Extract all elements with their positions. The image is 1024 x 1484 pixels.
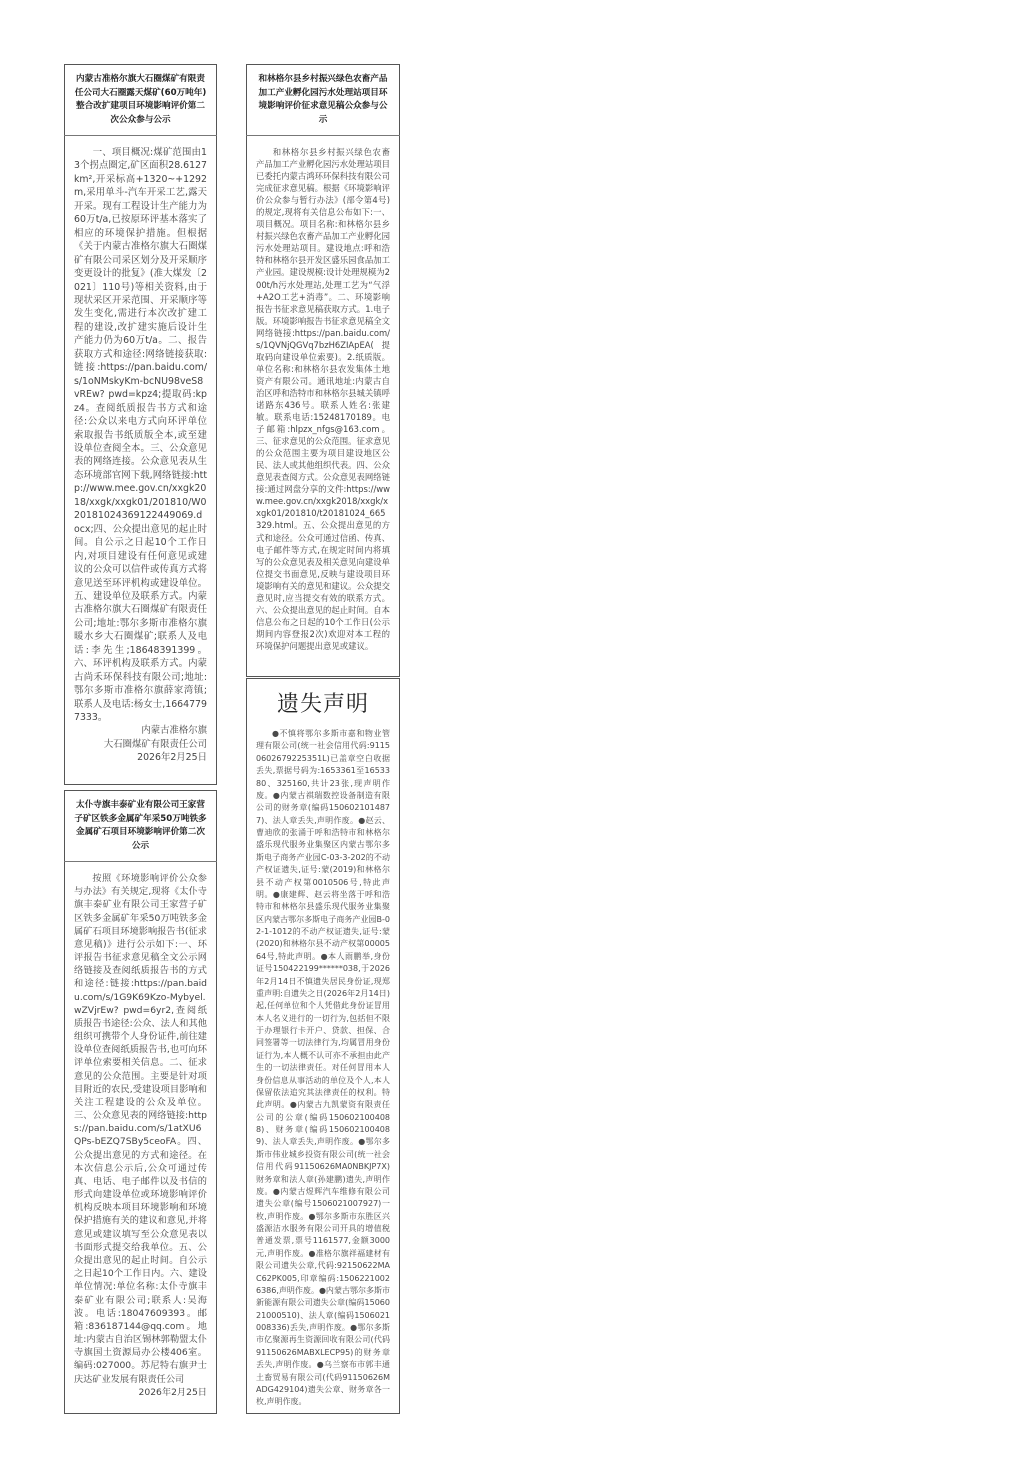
notice-helinge-sewage <box>246 64 400 677</box>
lost-statement-section <box>246 678 400 1414</box>
divider <box>64 861 217 862</box>
notice-fengtai-mining <box>64 790 217 1414</box>
notice-title: 内蒙古准格尔旗大石圈煤矿有限责任公司大石圈露天煤矿(60万吨年)整合改扩建项目环境影响评价第二次公众参与公示 <box>74 74 207 125</box>
notice-title: 和林格尔县乡村振兴绿色农畜产品加工产业孵化园污水处理站项目环境影响评价征求意见稿公众参与公示 <box>258 74 388 125</box>
notice-date: 2026年2月25日 <box>137 752 207 764</box>
signature-line-1: 内蒙古准格尔旗 <box>141 725 207 737</box>
divider <box>64 135 217 136</box>
signature-line-2: 大石圈煤矿有限责任公司 <box>103 738 207 750</box>
notice-body: 一、项目概况:煤矿范围由13个拐点圈定,矿区面积28.6127km²,开采标高+1320~+1292m,采用单斗-汽车开采工艺,露天开采。现有工程设计生产能力为60万t/a,已按原环评基本落实了相应的环境保护措施。但根据《关于内蒙古准格尔旗大石圈煤矿有限公司采区划分及开采顺序变更设计的批复》(准大煤发〔2021〕110号)等相关资料,由于现状采区开采范围、开采顺序等发生变化,需进行本次改扩建工程的建设,改扩建实施后设计生产能力仍为60万t/a。二、报告获取方式和途径:网络链接获取:链接:https://pan.baidu.com/s/1oNMskyKm-bcNU98veS8vREw? pwd=kpz4;提取码:kpz4。查阅纸质报告书方式和途径:公众以来电方式向环评单位索取报告书纸质版全本,或至建设单位查阅全本。三、公众意见表的网络连接。公众意见表从生态环境部官网下载,网络链接:http://www.mee.gov.cn/xxgk2018/xxgk/xxgk01/201810/W020181024369122449069.docx;四、公众提出意见的起止时间。自公示之日起10个工作日内,对项目建设有任何意见或建议的公众可以信件或传真方式将意见送至环评机构或建设单位。五、建设单位及联系方式。内蒙古准格尔旗大石圈煤矿有限责任公司;地址:鄂尔多斯市准格尔旗暖水乡大石圈煤矿;联系人及电话:李先生;18648391399。六、环评机构及联系方式。内蒙古尚禾环保科技有限公司;地址:鄂尔多斯市准格尔旗薛家湾镇;联系人及电话:杨女士,16647797333。 <box>74 147 207 724</box>
divider <box>246 135 400 136</box>
notice-dashiquan-coal <box>64 64 217 785</box>
notice-body: 和林格尔县乡村振兴绿色农畜产品加工产业孵化园污水处理站项目已委托内蒙古鸿环环保科技有限公司完成征求意见稿。根据《环境影响评价公众参与暂行办法》(部令第4号)的规定,现将有关信息公布如下:一、项目概况。项目名称:和林格尔县乡村振兴绿色农畜产品加工产业孵化园污水处理站项目。建设地点:呼和浩特和林格尔县开发区盛乐园食品加工产业园。建设规模:设计处理规模为200t/h污水处理站,处理工艺为“气浮+A2O工艺+消毒”。二、环境影响报告书征求意见稿获取方式。1.电子版。环境影响报告书征求意见稿全文网络链接:https://pan.baidu.com/s/1QVNjQGVq7bzH6ZIApEA(提取码向建设单位索要)。2.纸质版。单位名称:和林格尔县农发集体土地资产有限公司。通讯地址:内蒙古自治区呼和浩特市和林格尔县城关镇呼诺路东436号。联系人姓名:张建敏。联系电话:15248170189。电子邮箱:hlpzx_nfgs@163.com。三、征求意见的公众范围。征求意见的公众范围主要为项目建设地区公民、法人或其他组织代表。四、公众意见表查阅方式。公众意见表网络链接:通过网盘分享的文件:https://www.mee.gov.cn/xxgk2018/xxgk/xxgk01/201810/t20181024_665329.html。五、公众提出意见的方式和途径。公众可通过信函、传真、电子邮件等方式,在规定时间内将填写的公众意见表及相关意见向建设单位提交书面意见,反映与建设项目环境影响有关的意见和建议。公众提交意见时,应当提交有效的联系方式。六、公众提出意见的起止时间。自本信息公布之日起的10个工作日(公示期间内容登报2次)欢迎对本工程的环境保护问题提出意见或建议。 <box>256 147 390 651</box>
notice-title: 太仆寺旗丰泰矿业有限公司王家营子矿区铁多金属矿年采50万吨铁多金属矿石项目环境影响评价第二次公示 <box>74 800 207 851</box>
lost-statements-body: ●不慎将鄂尔多斯市嘉和物业管理有限公司(统一社会信用代码:91150602679225351L)已盖章空白收据丢失,票据号码为:1653361至1653380、325160,共计23张,现声明作废。●内蒙古祺瑞数控设备制造有限公司的财务章(编码1506021014877)、法人章丢失,声明作废。●赵云、曹迪欣的张涌于呼和浩特市和林格尔盛乐现代服务业集聚区内蒙古鄂尔多斯电子商务产业园C-03-3-202的不动产权证遗失,证号:蒙(2019)和林格尔县不动产权第0010506号,特此声明。●康建辉、赵云将坐落于呼和浩特市和林格尔县盛乐现代服务业集聚区内蒙古鄂尔多斯电子商务产业园B-02-1-1012的不动产权证遗失,证号:蒙(2020)和林格尔县不动产权第0000564号,特此声明。●本人雨鹏举,身份证号150422199******038,于2026年2月14日不慎遗失居民身份证,现郑重声明:自遗失之日(2026年2月14日)起,任何单位和个人凭借此身份证冒用本人名义进行的一切行为,包括但不限于办理银行卡开户、贷款、担保、合同签署等一切法律行为,均属冒用身份证行为,本人概不认可亦不承担由此产生的一切法律责任。对任何冒用本人身份信息从事活动的单位及个人,本人保留依法追究其法律责任的权利。特此声明。●内蒙古九凯蒙资有限责任公司的公章(编码1506021004088)、财务章(编码1506021004089)、法人章丢失,声明作废。●鄂尔多斯市伟业城乡投资有限公司(统一社会信用代码91150626MA0NBKJP7X)财务章和法人章(孙建鹏)遗失,声明作废。●内蒙古煜辉汽车维修有限公司遗失公章(编号1506021007927)一枚,声明作废。●鄂尔多斯市东胜区兴盛源洁水服务有限公司开具的增值税普通发票,票号1161577,金额3000元,声明作废。●准格尔旗祥福建材有限公司遗失公章,代码:92150622MAC62PK005,印章编码:15062210026386,声明作废。●内蒙古鄂尔多斯市新能源有限公司遗失公章(编码1506021000510)、法人章(编码1506021008336)丢失,声明作废。●鄂尔多斯市亿聚源再生资源回收有限公司(代码91150626MABXLECP95)的财务章丢失,声明作废。●乌兰察布市郭丰通土畜贸易有限公司(代码91150626MADG429104)遗失公章、财务章各一枚,声明作废。 <box>256 729 390 1407</box>
notice-body: 按照《环境影响评价公众参与办法》有关规定,现将《太仆寺旗丰泰矿业有限公司王家营子矿区铁多金属矿年采50万吨铁多金属矿石项目环境影响报告书(征求意见稿)》进行公示如下:一、环评报告书征求意见稿全文公示网络链接及查阅纸质报告书的方式和途径:链接:https://pan.baidu.com/s/1G9K69Kzo-Mybyel.wZVjrEw? pwd=6yr2,查阅纸质报告书途径:公众、法人和其他组织可携带个人身份证件,前往建设单位查阅纸质报告书,也可向环评单位索要相关信息。二、征求意见的公众范围。主要是针对项目附近的农民,受建设项目影响和关注工程建设的公众及单位。三、公众意见表的网络链接:https://pan.baidu.com/s/1atXU6QPs-bEZQ7SBy5ceoFA。四、公众提出意见的方式和途径。在本次信息公示后,公众可通过传真、电话、电子邮件以及书信的形式向建设单位或环境影响评价机构反映本项目环境影响和环境保护措施有关的建议和意见,并将意见或建议填写至公众意见表以书面形式提交给我单位。五、公众提出意见的起止时间。自公示之日起10个工作日内。六、建设单位情况:单位名称:太仆寺旗丰泰矿业有限公司;联系人:吴海波。电话:18047609393。邮箱:836187144@qq.com。地址:内蒙古自治区锡林郭勒盟太仆寺旗国土资源局办公楼406室。编码:027000。苏尼特右旗尹士庆达矿业发展有限责任公司 <box>74 873 207 1385</box>
section-title: 遗失声明 <box>276 692 369 717</box>
notice-date: 2026年2月25日 <box>138 1386 207 1398</box>
